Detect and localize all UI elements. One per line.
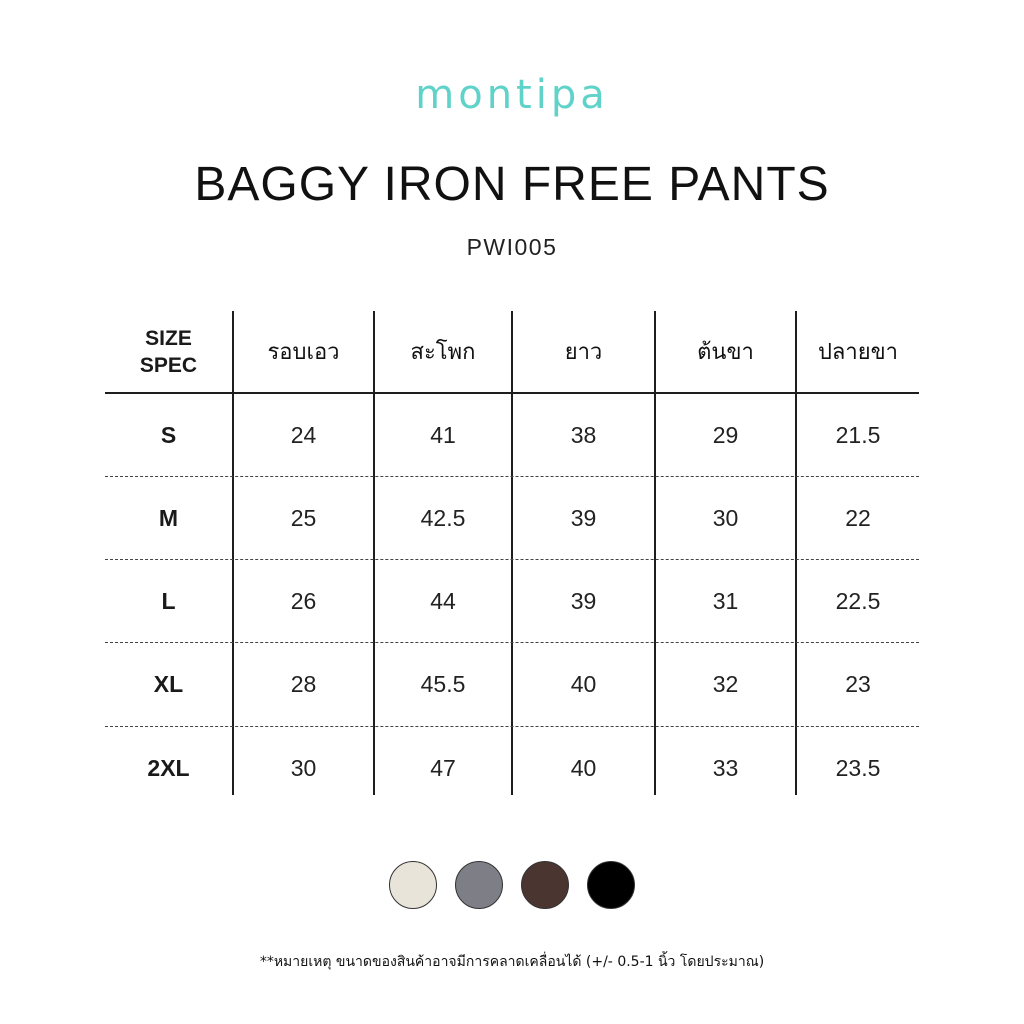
table-cell: 22 [845, 504, 871, 531]
column-header-waist: รอบเอว [267, 340, 340, 365]
size-label: S [160, 421, 177, 448]
table-cell: 23.5 [835, 754, 881, 781]
table-cell: 44 [430, 587, 456, 614]
color-swatches [389, 861, 635, 909]
table-cell: 42.5 [420, 504, 466, 531]
table-cell: 39 [570, 587, 597, 614]
table-cell: 45.5 [420, 671, 466, 697]
column-header-thigh: ต้นขา [697, 340, 754, 365]
table-cell: 25 [290, 504, 317, 531]
size-label: 2XL [147, 754, 190, 781]
table-cell: 30 [712, 504, 739, 531]
size-label: L [161, 587, 176, 614]
table-cell: 33 [712, 754, 739, 781]
table-cell: 31 [712, 587, 739, 614]
size-label: XL [153, 671, 184, 697]
table-cell: 40 [570, 754, 597, 781]
product-code: PWI005 [466, 234, 558, 260]
color-swatch [521, 861, 569, 909]
table-cell: 22.5 [835, 587, 881, 614]
table-cell: 38 [570, 421, 597, 448]
size-header-line2: SPEC [139, 353, 198, 377]
color-swatch [389, 861, 437, 909]
column-header-hip: สะโพก [410, 340, 476, 365]
table-cell: 21.5 [835, 421, 881, 448]
column-header-length: ยาว [564, 340, 603, 365]
table-cell: 32 [712, 671, 739, 697]
table-cell: 40 [570, 671, 597, 697]
table-cell: 29 [712, 421, 739, 448]
size-spec-header [105, 311, 232, 392]
color-swatch [455, 861, 503, 909]
size-header-line1: SIZE [145, 326, 192, 350]
table-cell: 47 [430, 754, 456, 781]
table-cell: 23 [845, 671, 871, 697]
size-chart-table [105, 311, 919, 795]
table-cell: 41 [430, 421, 456, 448]
table-cell: 30 [290, 754, 317, 781]
table-cell: 28 [290, 671, 317, 697]
table-cell: 24 [290, 421, 317, 448]
color-swatch [587, 861, 635, 909]
product-title: BAGGY IRON FREE PANTS [194, 158, 830, 211]
brand-logo: montipa [415, 72, 609, 118]
column-header-hem: ปลายขา [817, 340, 899, 365]
size-label: M [158, 504, 179, 531]
table-cell: 39 [570, 504, 597, 531]
table-cell: 26 [290, 587, 317, 614]
footnote: **หมายเหตุ ขนาดของสินค้าอาจมีการคลาดเคลื่อนได้ (+/- 0.5-1 นิ้ว โดยประมาณ) [259, 954, 765, 970]
